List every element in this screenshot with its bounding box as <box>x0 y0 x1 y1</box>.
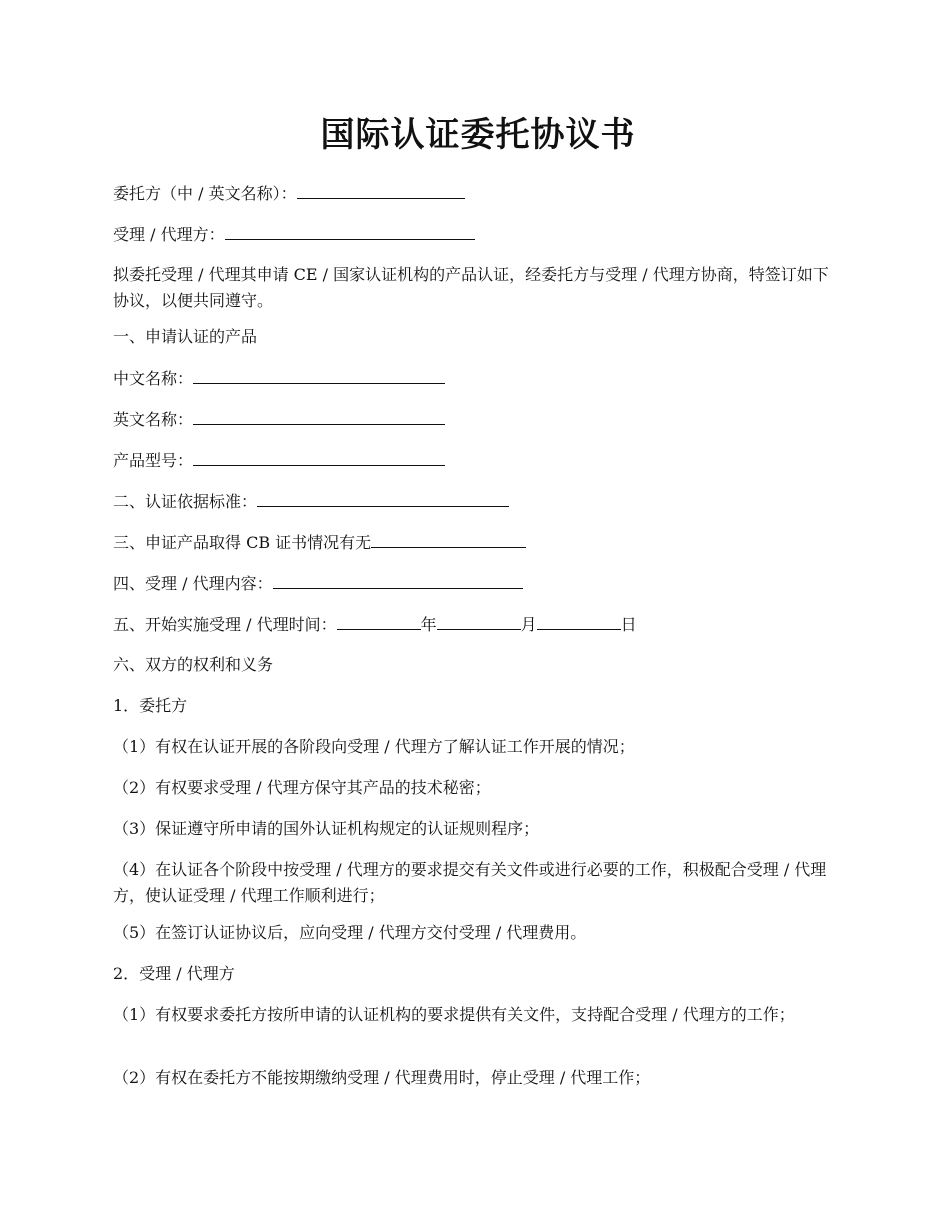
section3-label: 三、申证产品取得 CB 证书情况有无 <box>113 533 372 552</box>
client-duty-item: （5）在签订认证协议后，应向受理 / 代理方交付受理 / 代理费用。 <box>113 923 587 942</box>
client-name-blank[interactable] <box>297 180 465 199</box>
product-cn-name-label: 中文名称： <box>113 369 194 388</box>
agent-duties-heading: 2．受理 / 代理方 <box>113 964 235 983</box>
agent-name-line <box>113 221 843 248</box>
section4-label: 四、受理 / 代理内容： <box>113 574 273 593</box>
product-en-name-label: 英文名称： <box>113 410 194 429</box>
section1-heading: 一、申请认证的产品 <box>113 327 258 346</box>
client-duty-item: （4）在认证各个阶段中按受理 / 代理方的要求提交有关文件或进行必要的工作，积极配合受理 / 代理方，使认证受理 / 代理工作顺利进行； <box>113 860 827 905</box>
month-label: 月 <box>520 615 537 634</box>
cb-certificate-blank[interactable] <box>371 529 526 548</box>
section2-label: 二、认证依据标准： <box>113 492 258 511</box>
day-blank[interactable] <box>537 611 621 630</box>
product-cn-name-blank[interactable] <box>193 365 445 384</box>
client-duty-item: （2）有权要求受理 / 代理方保守其产品的技术秘密； <box>113 778 491 797</box>
year-label: 年 <box>420 615 437 634</box>
section6-heading: 六、双方的权利和义务 <box>113 655 274 674</box>
standard-blank[interactable] <box>257 488 509 507</box>
section5-label: 五、开始实施受理 / 代理时间： <box>113 615 337 634</box>
client-duty-item: （3）保证遵守所申请的国外认证机构规定的认证规则程序； <box>113 819 540 838</box>
client-duties-heading: 1．委托方 <box>113 696 188 715</box>
product-model-blank[interactable] <box>193 447 445 466</box>
agent-name-blank[interactable] <box>225 221 475 240</box>
product-cn-name-line <box>113 365 843 392</box>
section5-line <box>113 611 843 638</box>
agent-name-label: 受理 / 代理方： <box>113 225 225 244</box>
client-name-line <box>113 180 843 207</box>
year-blank[interactable] <box>337 611 421 630</box>
section3-line <box>113 529 843 556</box>
client-duty-item: （1）有权在认证开展的各阶段向受理 / 代理方了解认证工作开展的情况； <box>113 737 635 756</box>
intro-paragraph: 拟委托受理 / 代理其申请 CE / 国家认证机构的产品认证，经委托方与受理 / 代理方协商，特签订如下协议，以便共同遵守。 <box>113 265 829 310</box>
agency-content-blank[interactable] <box>273 570 523 589</box>
client-name-label: 委托方（中 / 英文名称）： <box>113 184 297 203</box>
agent-duty-item: （1）有权要求委托方按所申请的认证机构的要求提供有关文件，支持配合受理 / 代理方的工作； <box>113 1005 795 1024</box>
section2-line <box>113 488 843 515</box>
product-en-name-blank[interactable] <box>193 406 445 425</box>
product-model-label: 产品型号： <box>113 451 194 470</box>
agent-duty-item: （2）有权在委托方不能按期缴纳受理 / 代理费用时，停止受理 / 代理工作； <box>113 1068 651 1087</box>
product-en-name-line <box>113 406 843 433</box>
month-blank[interactable] <box>437 611 521 630</box>
section4-line <box>113 570 843 597</box>
product-model-line <box>113 447 843 474</box>
document-title: 国际认证委托协议书 <box>320 115 636 155</box>
day-label: 日 <box>620 615 637 634</box>
